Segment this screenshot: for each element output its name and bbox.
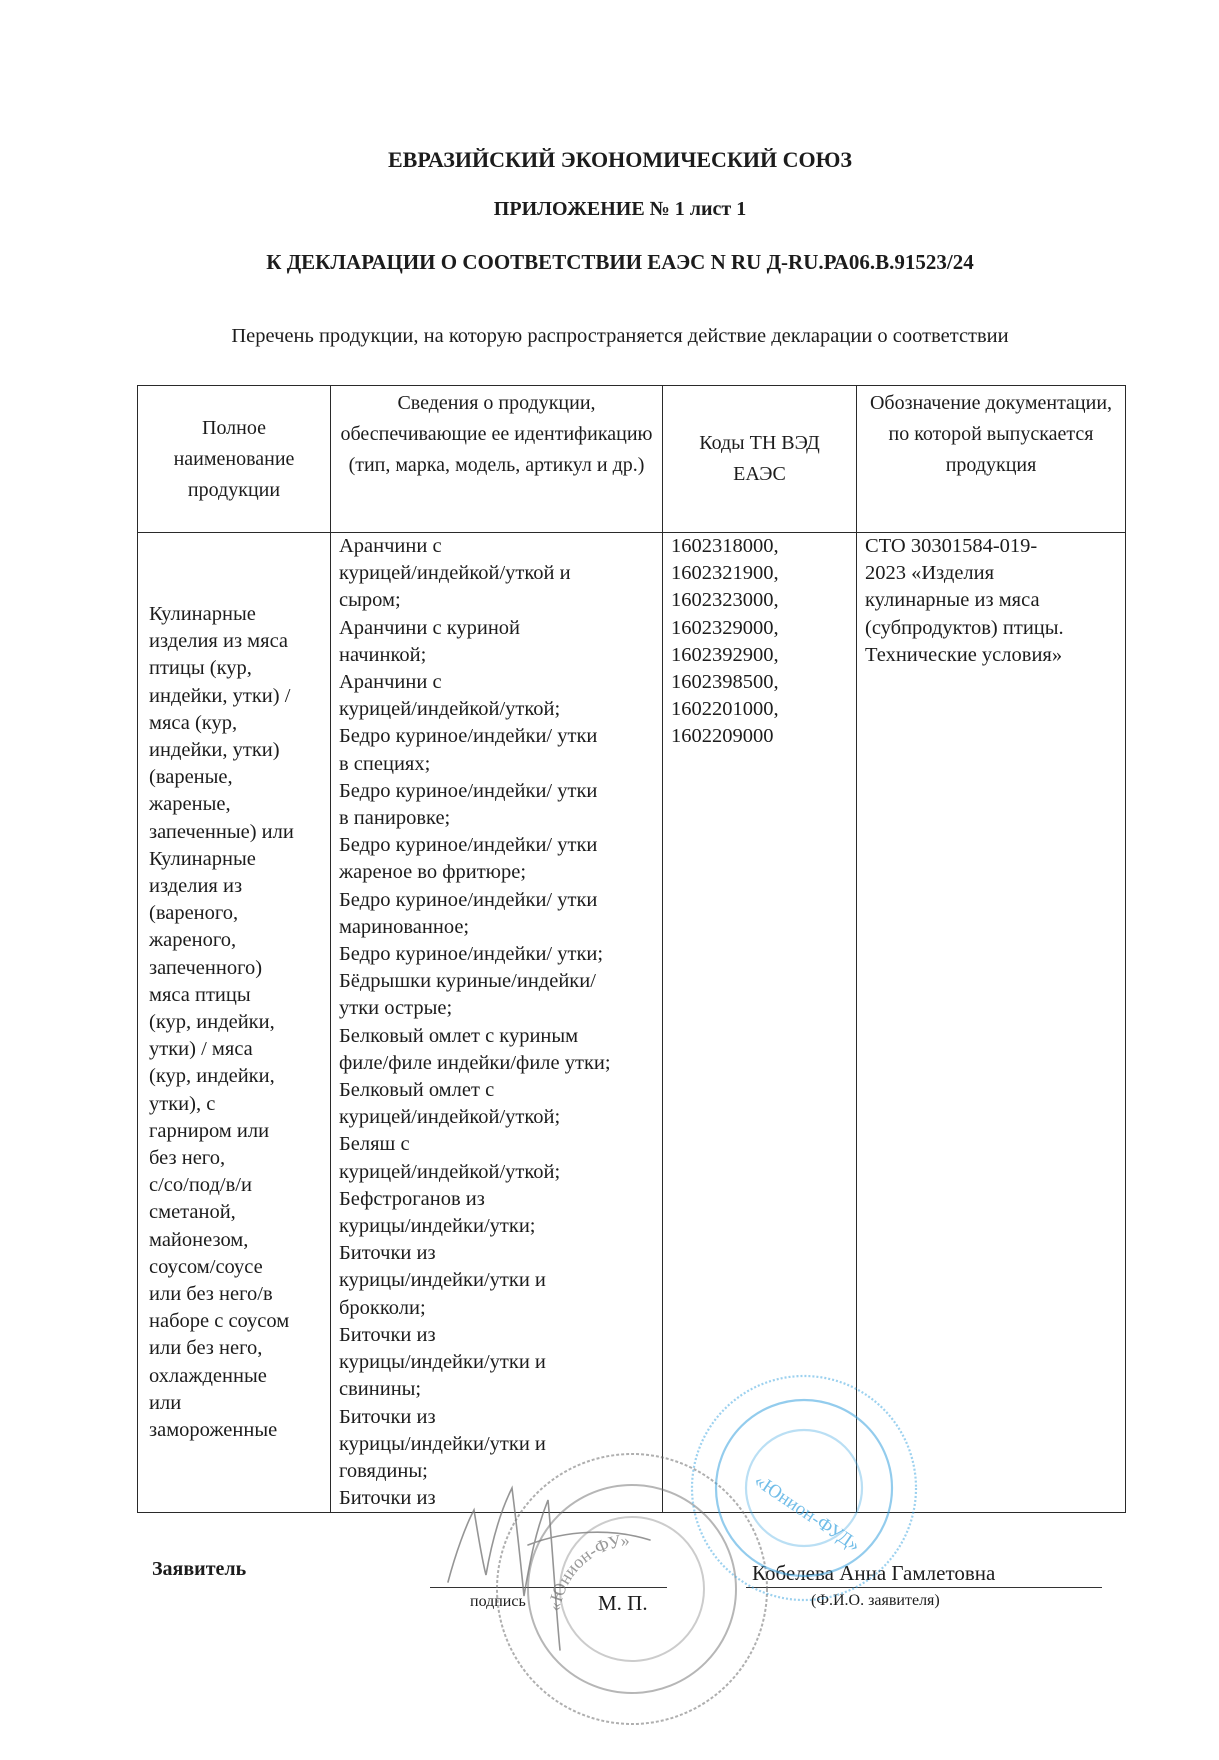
product-name-line: охлажденные: [149, 1364, 267, 1387]
product-name-line: сметаной,: [149, 1201, 236, 1224]
product-info-line: Бедро куриное/индейки/ утки: [339, 888, 598, 911]
product-info-cell: [331, 533, 663, 1513]
documentation-cell: [857, 533, 1126, 1513]
product-info-line: курицей/индейкой/уткой;: [339, 698, 561, 721]
header-product-name-line: Полное: [202, 416, 266, 439]
product-info-line: маринованное;: [339, 915, 470, 938]
product-name-line: индейки, утки) /: [149, 684, 291, 707]
product-name-line: или без него/в: [149, 1283, 273, 1306]
product-info-line: Бедро куриное/индейки/ утки;: [339, 943, 604, 966]
header-product-info-line: модель, артикул и др.): [455, 454, 645, 476]
product-name-line: мяса (кур,: [149, 711, 238, 734]
product-name-line: запеченные) или: [149, 820, 294, 843]
header-documentation-line: документации, по: [888, 392, 1113, 445]
product-info-line: Аранчини с: [339, 535, 442, 557]
product-info-line: курицы/индейки/утки и: [339, 1351, 546, 1374]
tn-ved-code: 1602318000,: [671, 535, 779, 557]
product-info-line: курицей/индейкой/уткой;: [339, 1160, 561, 1183]
header-tn-ved-codes: [663, 386, 857, 533]
product-name-line: индейки, утки): [149, 739, 280, 762]
stamp-caption: М. П.: [598, 1591, 648, 1615]
documentation-line: СТО 30301584-019-: [865, 535, 1038, 557]
header-codes-line: ЕАЭС: [733, 463, 786, 485]
product-name-line: Кулинарные: [149, 603, 256, 625]
header-product-info-line: обеспечивающие ее: [340, 423, 510, 445]
product-info-line: Биточки из: [339, 1323, 436, 1346]
product-name-line: птицы (кур,: [149, 657, 252, 680]
product-info-line: курицы/индейки/утки;: [339, 1215, 536, 1238]
product-name-line: изделия из мяса: [149, 630, 289, 653]
header-product-name-line: продукции: [187, 478, 281, 501]
product-name-line: (кур, индейки,: [149, 1011, 275, 1034]
grey-seal-text: «Юнион-ФУ»: [544, 1529, 631, 1613]
applicant-label: Заявитель: [152, 1558, 247, 1580]
tn-ved-code: 1602329000,: [671, 616, 779, 639]
product-table: [137, 385, 1126, 1513]
header-product-name: [138, 386, 331, 533]
product-info-line: Аранчини с: [339, 671, 442, 694]
name-caption: (Ф.И.О. заявителя): [811, 1592, 940, 1609]
header-documentation-line: которой выпускается: [914, 423, 1094, 445]
product-name-cell: [138, 533, 331, 1513]
product-info-line: курицей/индейкой/уткой;: [339, 1106, 561, 1129]
header-codes-line: Коды ТН ВЭД: [699, 432, 820, 454]
product-info-line: утки острые;: [339, 997, 453, 1020]
signature-line: [430, 1587, 667, 1588]
product-name-line: Кулинарные: [149, 847, 256, 870]
product-info-line: в панировке;: [339, 807, 451, 830]
product-name-line: с/со/под/в/и: [149, 1174, 252, 1197]
product-info-line: филе/филе индейки/филе утки;: [339, 1051, 611, 1074]
product-name-line: запеченного): [149, 956, 263, 979]
header-product-info-line: идентификацию (тип, марка,: [348, 423, 653, 476]
product-info-line: Бедро куриное/индейки/ утки: [339, 834, 598, 857]
product-info-line: курицей/индейкой/уткой и: [339, 562, 571, 585]
product-info-line: Биточки из: [339, 1242, 436, 1265]
documentation-line: 2023 «Изделия: [865, 562, 995, 585]
product-info-line: Беляш с: [339, 1133, 410, 1156]
product-info-line: Бёдрышки куриные/индейки/: [339, 970, 596, 993]
tn-ved-code: 1602392900,: [671, 643, 779, 666]
product-info-line: Биточки из: [339, 1487, 436, 1510]
product-name-line: замороженные: [149, 1419, 278, 1442]
signature-caption: подпись: [470, 1593, 526, 1610]
product-info-line: сыром;: [339, 589, 401, 612]
applicant-name: Кобелева Анна Гамлетовна: [752, 1561, 996, 1585]
documentation-line: Технические условия»: [865, 643, 1063, 666]
header-product-name-line: наименование: [173, 447, 295, 470]
documentation-line: (субпродуктов) птицы.: [865, 616, 1064, 639]
product-info-line: Биточки из: [339, 1405, 436, 1428]
product-info-line: свинины;: [339, 1378, 422, 1401]
product-name-line: гарниром или: [149, 1119, 270, 1142]
blue-seal-text: «Юнион-ФУД»: [750, 1470, 864, 1557]
product-info-line: начинкой;: [339, 643, 427, 666]
product-info-line: курицы/индейки/утки и: [339, 1432, 546, 1455]
product-info-line: Бефстроганов из: [339, 1187, 485, 1210]
header-declaration-number: К ДЕКЛАРАЦИИ О СООТВЕТСТВИИ ЕАЭС N RU Д-RU.РА06.В.91523/24: [266, 250, 974, 274]
header-product-info-line: Сведения о продукции,: [397, 392, 596, 414]
product-name-line: майонезом,: [149, 1228, 249, 1251]
product-name-line: изделия из: [149, 875, 243, 898]
product-info-line: Бедро куриное/индейки/ утки: [339, 779, 598, 802]
product-name-line: утки) / мяса: [149, 1038, 253, 1061]
header-documentation: [857, 386, 1126, 533]
product-name-line: соусом/соусе: [149, 1255, 263, 1278]
documentation-line: кулинарные из мяса: [865, 589, 1040, 612]
product-info-line: в специях;: [339, 752, 431, 775]
table-header-row: [138, 386, 1126, 533]
tn-ved-code: 1602323000,: [671, 589, 779, 612]
product-name-line: без него,: [149, 1147, 226, 1170]
name-line: [746, 1587, 1102, 1588]
tn-ved-code: 1602201000,: [671, 698, 779, 721]
tn-ved-code: 1602209000: [671, 725, 774, 748]
product-name-line: или: [149, 1391, 182, 1414]
product-name-line: жареного,: [149, 929, 237, 952]
product-name-line: мяса птицы: [149, 983, 251, 1006]
intro-text: Перечень продукции, на которую распространяется действие декларации о соответствии: [231, 325, 1009, 347]
product-name-line: (вареные,: [149, 766, 233, 789]
product-name-line: утки), с: [149, 1092, 216, 1115]
product-info-line: жареное во фритюре;: [339, 861, 527, 884]
product-name-line: (кур, индейки,: [149, 1065, 275, 1088]
tn-ved-code: 1602398500,: [671, 671, 779, 694]
table-row: [138, 533, 1126, 1513]
tn-ved-codes-cell: [663, 533, 857, 1513]
product-name-line: или без него,: [149, 1337, 263, 1360]
product-info-line: Белковый омлет с: [339, 1079, 495, 1102]
header-documentation-line: Обозначение: [869, 392, 981, 414]
product-info-line: брокколи;: [339, 1296, 426, 1319]
header-documentation-line: продукция: [945, 454, 1037, 476]
product-info-line: курицы/индейки/утки и: [339, 1269, 546, 1292]
product-name-line: (вареного,: [149, 902, 239, 925]
header-product-info: [331, 386, 663, 533]
header-appendix-title: ПРИЛОЖЕНИЕ № 1 лист 1: [493, 198, 747, 220]
product-info-line: говядины;: [339, 1459, 428, 1482]
header-union-title: ЕВРАЗИЙСКИЙ ЭКОНОМИЧЕСКИЙ СОЮЗ: [387, 147, 853, 172]
product-name-line: жареные,: [149, 793, 231, 816]
product-info-line: Аранчини с куриной: [339, 616, 521, 639]
product-name-line: наборе с соусом: [149, 1310, 290, 1333]
product-info-line: Белковый омлет с куриным: [339, 1024, 579, 1047]
product-info-line: Бедро куриное/индейки/ утки: [339, 725, 598, 748]
tn-ved-code: 1602321900,: [671, 562, 779, 585]
